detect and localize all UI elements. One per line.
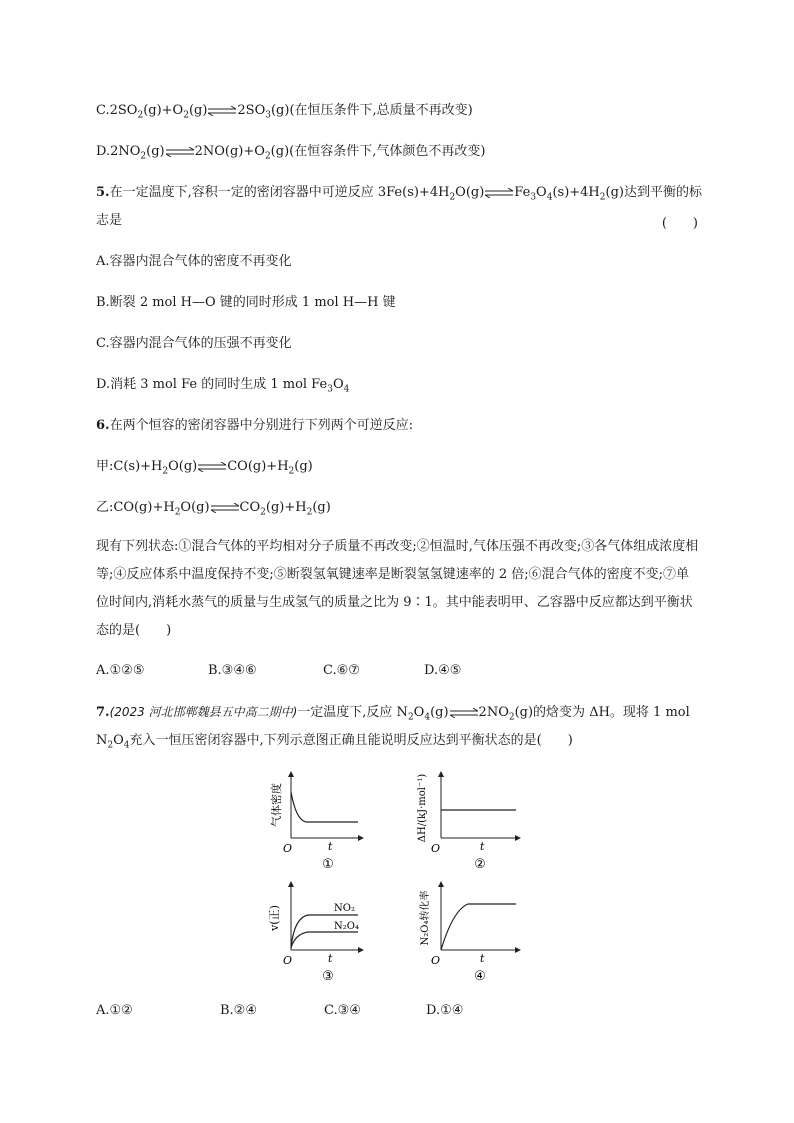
graphs-figure (258, 770, 538, 990)
q6-reaction-jia: 甲$:C(s)+H_2O(g)$ $CO(g)+H_2(g)$ (96, 459, 313, 477)
graph2-ylabel: ΔH/(kJ·mol⁻¹) (417, 773, 428, 843)
graph2-label: ② (474, 857, 486, 872)
svg-text:t: t (328, 840, 333, 853)
q5-stem-line1: 5.在一定温度下,容积一定的密闭容器中可逆反应 $3Fe(s)+4H_2O(g)$ $Fe_3O_4(s)+4H_2(g)$达到平衡的标 (96, 185, 702, 203)
graph-3 (268, 882, 363, 984)
equilibrium-arrow-icon (165, 147, 195, 157)
no2-label: NO₂ (334, 903, 355, 914)
q7-stem-line2: $N_2O_4$充入一恒压密闭容器中,下列示意图正确且能说明反应达到平衡状态的是( ) (96, 733, 573, 751)
graph-1 (269, 772, 363, 872)
svg-text:O: O (431, 954, 441, 967)
graph-4 (418, 882, 520, 984)
svg-text:O: O (283, 842, 293, 855)
equilibrium-arrow-icon (210, 503, 240, 513)
choice-c: C.⑥⑦ (323, 663, 360, 678)
choice-a: A.①② (96, 1003, 133, 1018)
svg-text:O: O (283, 954, 293, 967)
choice-a: A.①②⑤ (96, 663, 145, 678)
graph3-label: ③ (322, 969, 334, 984)
equilibrium-arrow-icon (449, 708, 479, 718)
svg-text:t: t (328, 952, 333, 965)
q5-option-d: D.消耗 3 mol Fe 的同时生成 1 mol $Fe_3O_4$ (96, 377, 350, 395)
graph1-label: ① (322, 857, 334, 872)
choice-d: D.④⑤ (424, 663, 462, 678)
graph4-ylabel: N₂O₄转化率 (420, 890, 431, 946)
q6-choices (96, 663, 461, 678)
q6-reaction-yi: 乙$:CO(g)+H_2O(g)$ $CO_2(g)+H_2(g)$ (96, 500, 331, 518)
conversion-curve (441, 904, 516, 950)
n2o4-label: N₂O₄ (334, 921, 359, 932)
n2o4-curve (291, 932, 358, 948)
equilibrium-arrow-icon (197, 462, 227, 472)
equilibrium-arrow-icon (484, 188, 514, 198)
q5-stem-line2: 志是 (96, 213, 123, 228)
q7-choices (96, 1003, 463, 1018)
graph4-label: ④ (474, 969, 486, 984)
svg-text:t: t (480, 952, 485, 965)
q5-option-c: C.容器内混合气体的压强不再变化 (96, 336, 292, 351)
choice-b: B.②④ (220, 1003, 257, 1018)
svg-text:O: O (431, 842, 441, 855)
density-curve (291, 792, 358, 822)
graph3-ylabel: v(正) (268, 905, 281, 931)
question-source: (2023 河北邯郸魏县五中高二期中) (109, 705, 298, 719)
option-c-line: $C.2SO_2(g)+O_2(g)$ $2SO_3(g)$(在恒压条件下,总质量不再改变) (96, 103, 473, 121)
q7-stem-line1: 7.(2023 河北邯郸魏县五中高二期中)一定温度下,反应 $N_2O_4(g)$ $2NO_2(g)$的焓变为 ΔH。现将 1 mol (96, 705, 690, 723)
q6-stem: 6.在两个恒容的密闭容器中分别进行下列两个可逆反应: (96, 418, 413, 433)
graph-2 (417, 772, 520, 872)
answer-blank: ( ) (661, 216, 698, 231)
equilibrium-arrow-icon (207, 106, 237, 116)
svg-text:t: t (480, 840, 485, 853)
graph1-ylabel: 气体密度 (270, 783, 283, 827)
q5-option-a: A.容器内混合气体的密度不再变化 (96, 254, 292, 269)
choice-d: D.①④ (426, 1003, 464, 1018)
q5-option-b: B.断裂 2 mol H—O 键的同时形成 1 mol H—H 键 (96, 295, 396, 310)
option-d-line: $D.2NO_2(g)$ $2NO(g)+O_2(g)$(在恒容条件下,气体颜色不再改变) (96, 144, 486, 162)
choice-b: B.③④⑥ (208, 663, 257, 678)
q6-states: 现有下列状态:①混合气体的平均相对分子质量不再改变;②恒温时,气体压强不再改变;③各气体组成浓度相等;④反应体系中温度保持不变;⑤断裂氢氧键速率是断裂氢氢键速率的 2 倍;⑥混合气体的密度不变;⑦单位时间内,消耗水蒸气的质量与生成氢气的质量之比为 9∶1。其中能表明甲、乙容器中反应都达到平衡状态的是( ) (96, 539, 699, 638)
choice-c: C.③④ (324, 1003, 361, 1018)
